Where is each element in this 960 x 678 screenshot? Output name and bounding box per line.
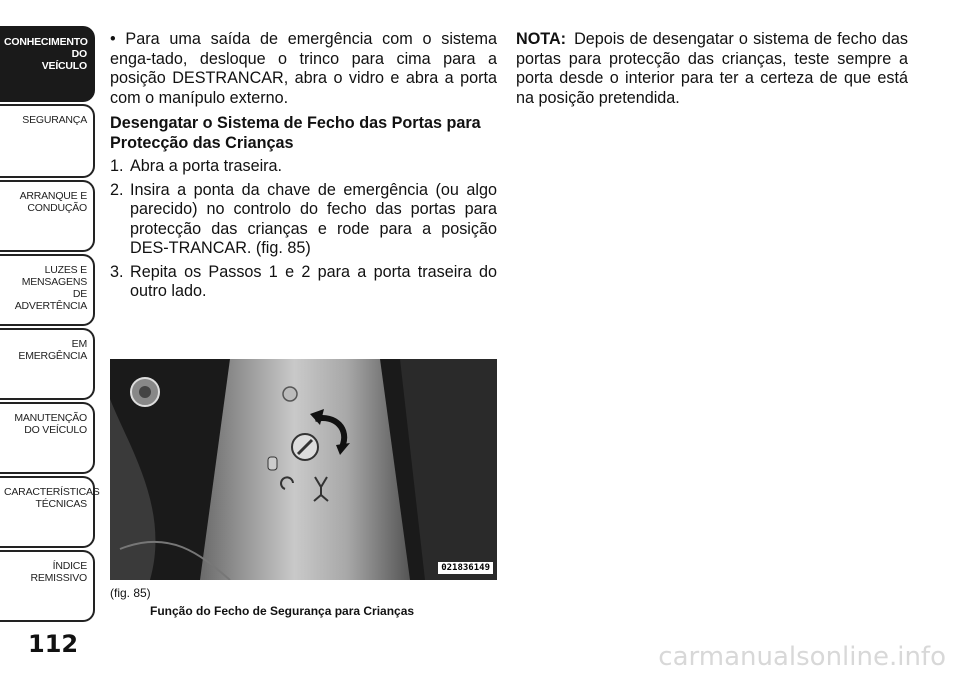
side-tab-label: EM (71, 338, 87, 350)
step-number: 3. (110, 262, 124, 281)
step-item (110, 157, 497, 177)
steps-list (110, 157, 497, 302)
section-heading: Desengatar o Sistema de Fecho das Portas para Protecção das Crianças (110, 114, 481, 152)
bullet-paragraph: • Para uma saída de emergência com o sistema enga-tado, desloque o trinco para cima para a posição DESTRANCAR, abra o vidro e abra a porta com o manípulo externo. (110, 30, 497, 107)
side-tab-label: DO (71, 48, 87, 60)
side-tab-label: REMISSIVO (30, 572, 87, 584)
step-text: Insira a ponta da chave de emergência (ou algo parecido) no controlo do fecho das portas para protecção das crianças e rode para a posição DES-TRANCAR. (fig. 85) (130, 180, 497, 257)
side-tab[interactable] (0, 550, 95, 622)
step-text: Repita os Passos 1 e 2 para a porta traseira do outro lado. (130, 262, 497, 300)
side-tab-label: TÉCNICAS (35, 498, 87, 510)
step-number: 2. (110, 180, 124, 199)
side-tab[interactable] (0, 180, 95, 252)
side-tab-label: DO VEÍCULO (24, 424, 87, 436)
side-tab-label: SEGURANÇA (22, 114, 87, 126)
side-tab-label: CARACTERÍSTICAS (4, 486, 100, 498)
figure-caption: Função do Fecho de Segurança para Crianças (150, 604, 415, 618)
side-tab-label: CONDUÇÃO (27, 202, 87, 214)
side-tab[interactable] (0, 328, 95, 400)
right-column (516, 30, 908, 108)
side-tab-label: LUZES E (44, 264, 87, 276)
side-tab-label: DE (72, 288, 87, 300)
side-tab-label: MANUTENÇÃO (14, 412, 87, 424)
side-tab[interactable] (0, 476, 100, 548)
step-text: Abra a porta traseira. (130, 157, 283, 175)
side-tab[interactable] (0, 104, 95, 178)
side-tab[interactable] (0, 254, 95, 326)
step-item (110, 263, 497, 302)
child-lock-figure (110, 359, 497, 580)
figure-code: 021836149 (438, 562, 493, 574)
side-tab-label: CONHECIMENTO (4, 36, 88, 48)
side-tab-label: ÍNDICE (52, 560, 87, 572)
note-label: NOTA: (516, 30, 567, 48)
step-number: 1. (110, 157, 124, 175)
step-item (110, 181, 497, 259)
door-edge-illustration (110, 359, 497, 580)
note-text: Depois de desengatar o sistema de fecho das portas para protecção das crianças, teste sempre a porta desde o interior para ter a certeza de que está na posição pretendida. (516, 30, 908, 107)
side-tab-label: VEÍCULO (41, 60, 87, 72)
side-tab[interactable] (0, 26, 95, 102)
note-paragraph (516, 30, 908, 108)
page-number: 112 (28, 630, 79, 658)
watermark-text: carmanualsonline.info (658, 642, 946, 672)
figure-reference: (fig. 85) (110, 586, 151, 600)
side-tab-label: EMERGÊNCIA (18, 350, 87, 362)
side-tab-label: ARRANQUE E (19, 190, 87, 202)
left-column (110, 30, 497, 306)
side-tab-label: MENSAGENS (21, 276, 87, 288)
side-tab[interactable] (0, 402, 95, 474)
side-tab-label: ADVERTÊNCIA (14, 300, 87, 312)
